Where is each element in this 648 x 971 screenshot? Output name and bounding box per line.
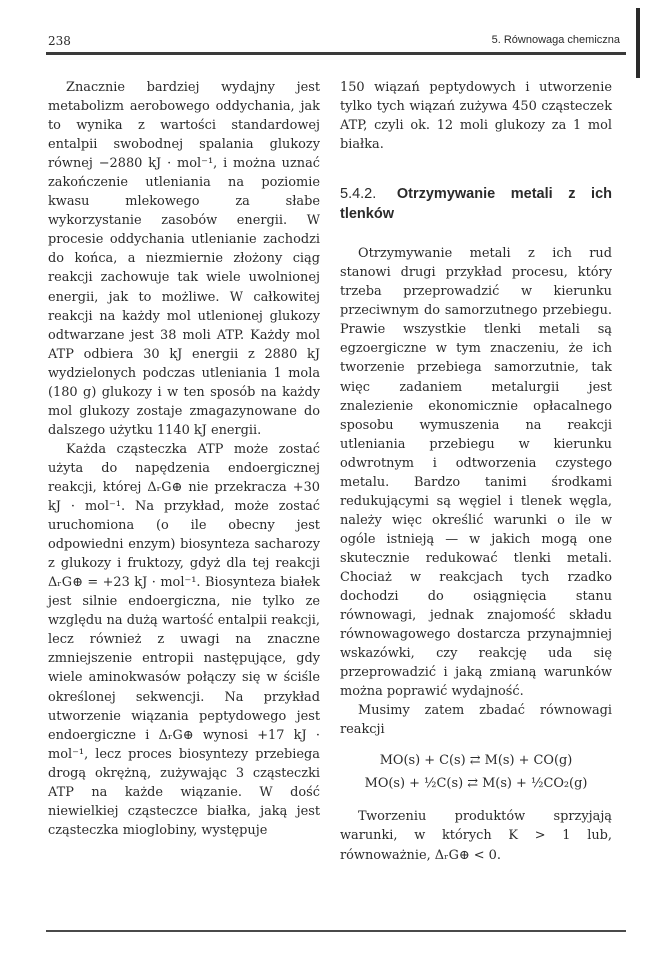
paragraph: 150 wiązań peptydowych i utworzenie tylko tych wiązań zużywa 450 cząsteczek ATP, czyli ok. 12 moli glukozy za 1 mol białka.	[340, 80, 612, 153]
paragraph: Musimy zatem zbadać równowagi reakcji	[340, 703, 612, 738]
section-title: Otrzymywanie metali z ich tlenków	[340, 186, 612, 223]
paragraph: Otrzymywanie metali z ich rud stanowi drugi przykład procesu, który trzeba przeprowadzić w kierunku przeciwnym do samorzutnego przebiegu. Prawie wszystkie tlenki metali są egzoergiczne w tym znaczeniu, że ich tworzenie przebiega samorzutnie, tak więc zadaniem metalurgii jest znalezienie ekonomicznie opłacalnego sposobu wymuszenia na reakcji utleniania przebiegu w kierunku odwrotnym i odtworzenia czystego metalu. Bardzo tanimi środkami redukującymi są węgiel i tlenek węgla, należy więc określić warunki o ile w ogóle istnieją — w jakich mogą one skutecznie redukować tlenki metali. Chociaż w reakcjach tych rzadko dochodzi do osiągnięcia stanu równowagi, jednak znajomość składu równowagowego dostarcza przynajmniej wskazówki, czy reakcję uda się przeprowadzić i jaką zmianą warunków można poprawić wydajność.	[340, 246, 612, 700]
section-number: 5.4.2.	[340, 186, 377, 203]
header-rule	[46, 52, 626, 55]
page-number: 238	[48, 34, 71, 48]
equation: MO(s) + ½C(s) ⇄ M(s) + ½CO₂(g)	[364, 776, 588, 792]
paragraph: Każda cząsteczka ATP może zostać użyta do napędzenia endoergicznej reakcji, której ΔᵣG⊕ nie przekracza +30 kJ · mol⁻¹. Na przykład, może zostać uruchomiona (o ile obecny jest odpowiedni enzym) biosynteza sacharozy z glukozy i fruktozy, gdyż dla tej reakcji ΔᵣG⊕ = +23 kJ · mol⁻¹. Biosynteza białek jest silnie endoergiczna, nie tylko ze względu na dużą wartość entalpii reakcji, lecz również z uwagi na znaczne zmniejszenie entropii następujące, gdy wiele aminokwasów połączy się w ściśle określonej sekwencji. Na przykład utworzenie wiązania peptydowego jest endoergiczne i ΔᵣG⊕ wynosi +17 kJ · mol⁻¹, lecz proces biosyntezy przebiega drogą okrężną, zużywając 3 cząsteczki ATP na każde wiązanie. W dość niewielkiej cząsteczce białka, jaką jest cząsteczka mioglobiny, występuje	[48, 441, 320, 838]
right-column	[340, 78, 612, 865]
section-heading	[340, 184, 612, 224]
equation: MO(s) + C(s) ⇄ M(s) + CO(g)	[379, 753, 573, 769]
left-column	[48, 78, 320, 840]
running-header: 5. Równowaga chemiczna	[491, 34, 620, 46]
footer-rule	[46, 930, 626, 932]
paragraph: Tworzeniu produktów sprzyjają warunki, w których K > 1 lub, równoważnie, ΔᵣG⊕ < 0.	[340, 809, 612, 863]
equation-block	[340, 749, 612, 795]
paragraph: Znacznie bardziej wydajny jest metabolizm aerobowego oddychania, jak to wynika z wartości standardowej entalpii swobodnej spalania glukozy równej −2880 kJ · mol⁻¹, i można uznać zakończenie utleniania na poziomie kwasu mlekowego za słabe wykorzystanie zasobów energii. W procesie oddychania utlenianie zachodzi do końca, a niezmiernie złożony ciąg reakcji zachowuje tak wiele uwolnionej energii, jak to możliwe. W całkowitej reakcji na każdy mol utlenionej glukozy odtwarzane jest 38 moli ATP. Każdy mol ATP odbiera 30 kJ energii z 2880 kJ wydzielonych podczas utleniania 1 mola (180 g) glukozy i w ten sposób na każdy mol glukozy zostaje zmagazynowane do dalszego użytku 1140 kJ energii.	[48, 80, 320, 438]
page-edge-mark	[636, 8, 640, 78]
